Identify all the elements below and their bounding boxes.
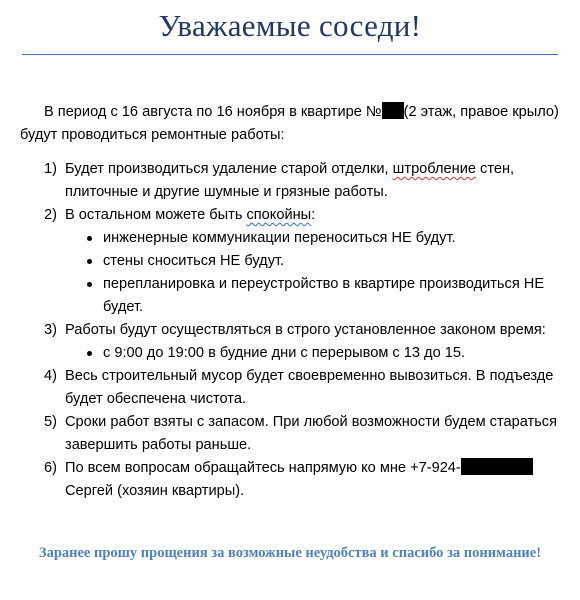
redacted-phone-number: [461, 458, 533, 475]
intro-text-after: (2 этаж, правое крыло) будут проводиться ремонтные работы:: [20, 104, 559, 143]
item-text: По всем вопросам обращайтесь напрямую ко мне +7-924-: [65, 460, 461, 476]
sub-list: [65, 227, 565, 319]
bullet-icon: [87, 236, 92, 241]
spellcheck-flagged-word: штробление: [392, 161, 476, 177]
item-text: стен, плиточные и другие шумные и грязные работы.: [65, 161, 515, 200]
sub-list: [65, 342, 565, 365]
item-text: Сроки работ взяты с запасом. При любой возможности будем стараться завершить работы раньше.: [65, 414, 557, 453]
item-text: В остальном можете быть: [65, 207, 247, 223]
bullet-icon: [87, 282, 92, 287]
list-item-2: [20, 204, 565, 319]
list-number: 4): [44, 368, 57, 384]
bullet-icon: [87, 351, 92, 356]
notice-title: Уважаемые соседи!: [158, 8, 422, 43]
title-underline: [22, 54, 558, 55]
item-text: :: [311, 207, 316, 223]
list-number: 2): [44, 207, 57, 223]
list-number: 6): [44, 460, 57, 476]
list-item-1: [20, 158, 565, 204]
bullet-icon: [87, 259, 92, 264]
intro-paragraph: [20, 101, 560, 147]
redacted-apartment-number: [382, 102, 404, 119]
list-item-4: [20, 365, 565, 411]
item-text: Будет производиться удаление старой отделки,: [65, 161, 393, 177]
item-text: Работы будут осуществляться в строго установленное законом время:: [65, 322, 546, 338]
sub-list-item: с 9:00 до 19:00 в будние дни с перерывом с 13 до 15.: [65, 342, 565, 365]
closing-note: Заранее прошу прощения за возможные неудобства и спасибо за понимание!: [38, 545, 542, 561]
grammar-flagged-word: спокойны: [246, 207, 312, 223]
item-text: Весь строительный мусор будет своевременно вывозиться. В подъезде будет обеспечена чистота.: [65, 368, 554, 407]
works-list: [20, 158, 565, 503]
list-number: 1): [44, 161, 57, 177]
intro-text-before: В период с 16 августа по 16 ноября в квартире №: [44, 104, 382, 120]
sub-list-item: стены сноситься НЕ будут.: [65, 250, 565, 273]
list-item-3: [20, 319, 565, 365]
sub-list-item: перепланировка и переустройство в квартире производиться НЕ будет.: [65, 273, 565, 319]
sub-list-item: инженерные коммуникации переноситься НЕ будут.: [65, 227, 565, 250]
list-item-5: [20, 411, 565, 457]
item-text: Сергей (хозяин квартиры).: [65, 483, 245, 499]
list-item-6: [20, 457, 565, 503]
list-number: 3): [44, 322, 57, 338]
list-number: 5): [44, 414, 57, 430]
